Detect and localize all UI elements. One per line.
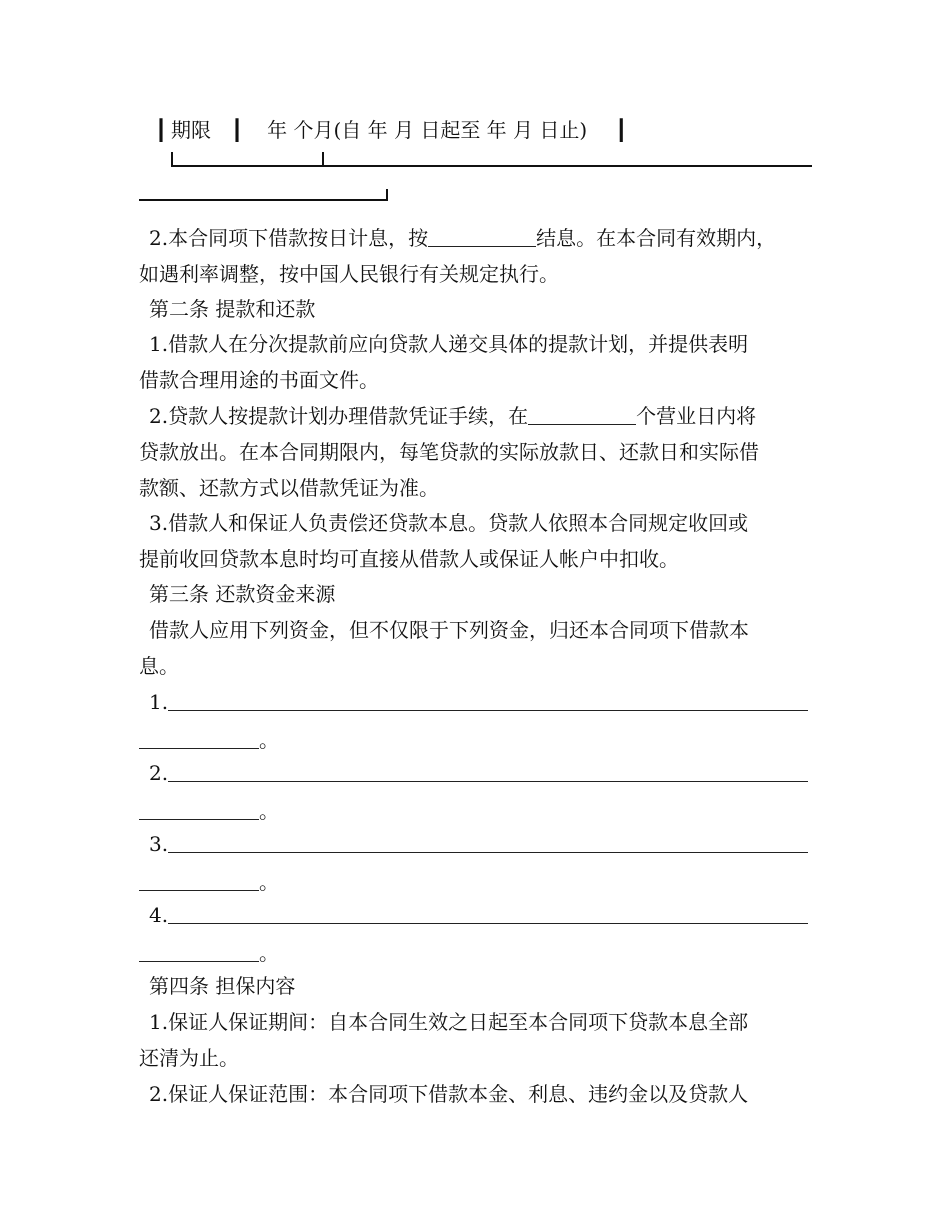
paragraph-line: 3.借款人和保证人负责偿还贷款本息。贷款人依照本合同规定收回或 (149, 511, 749, 535)
article-heading: 第四条 担保内容 (149, 974, 296, 998)
paragraph-line: 2.保证人保证范围：本合同项下借款本金、利息、违约金以及贷款人 (149, 1082, 749, 1106)
list-item: 2. (149, 761, 808, 785)
list-item-cont: 。 (139, 799, 279, 823)
paragraph-line: 款额、还款方式以借款凭证为准。 (139, 476, 439, 500)
paragraph-line: 还清为止。 (139, 1046, 239, 1070)
paragraph-line: 提前收回贷款本息时均可直接从借款人或保证人帐户中扣收。 (139, 547, 679, 571)
table-border-v-mid (322, 152, 324, 166)
settlement-blank (428, 228, 536, 247)
term-table-row (155, 118, 627, 142)
fund-source-blank-cont (139, 730, 259, 749)
article-heading: 第二条 提款和还款 (149, 297, 316, 321)
list-item-cont: 。 (139, 941, 279, 965)
table-border-v-left (171, 152, 173, 166)
fund-source-blank (168, 834, 808, 853)
table-border-left: ┃ (155, 118, 168, 142)
business-days-blank (528, 406, 636, 425)
fund-source-blank (168, 905, 808, 924)
list-item-cont: 。 (139, 870, 279, 894)
paragraph-line: 2.贷款人按提款计划办理借款凭证手续，在 个营业日内将 (149, 404, 757, 428)
term-label: 期限 (171, 118, 212, 142)
fund-source-blank (168, 692, 808, 711)
fund-source-blank (168, 763, 808, 782)
table-border-right: ┃ (615, 118, 628, 142)
paragraph-line: 息。 (139, 654, 179, 678)
paragraph-line: 借款合理用途的书面文件。 (139, 368, 379, 392)
fund-source-blank-cont (139, 872, 259, 891)
paragraph-line: 贷款放出。在本合同期限内，每笔贷款的实际放款日、还款日和实际借 (139, 440, 759, 464)
article-heading: 第三条 还款资金来源 (149, 582, 336, 606)
paragraph-line: 借款人应用下列资金，但不仅限于下列资金，归还本合同项下借款本 (149, 618, 749, 642)
paragraph-line: 2.本合同项下借款按日计息，按 结息。在本合同有效期内， (149, 226, 777, 250)
paragraph-line: 1.保证人保证期间：自本合同生效之日起至本合同项下贷款本息全部 (149, 1010, 749, 1034)
table-border-mid: ┃ (231, 118, 244, 142)
fund-source-blank-cont (139, 801, 259, 820)
list-item: 3. (149, 832, 808, 856)
table-border-v-end (386, 189, 388, 201)
list-item-cont: 。 (139, 728, 279, 752)
list-item: 4. (149, 903, 808, 927)
table-border-bottom (171, 165, 812, 167)
table-border-bottom-cont (139, 199, 388, 201)
paragraph-line: 如遇利率调整，按中国人民银行有关规定执行。 (139, 262, 559, 286)
list-item: 1. (149, 690, 808, 714)
term-value: 年 个月(自 年 月 日起至 年 月 日止) (267, 118, 588, 142)
fund-source-blank-cont (139, 943, 259, 962)
paragraph-line: 1.借款人在分次提款前应向贷款人递交具体的提款计划，并提供表明 (149, 332, 749, 356)
